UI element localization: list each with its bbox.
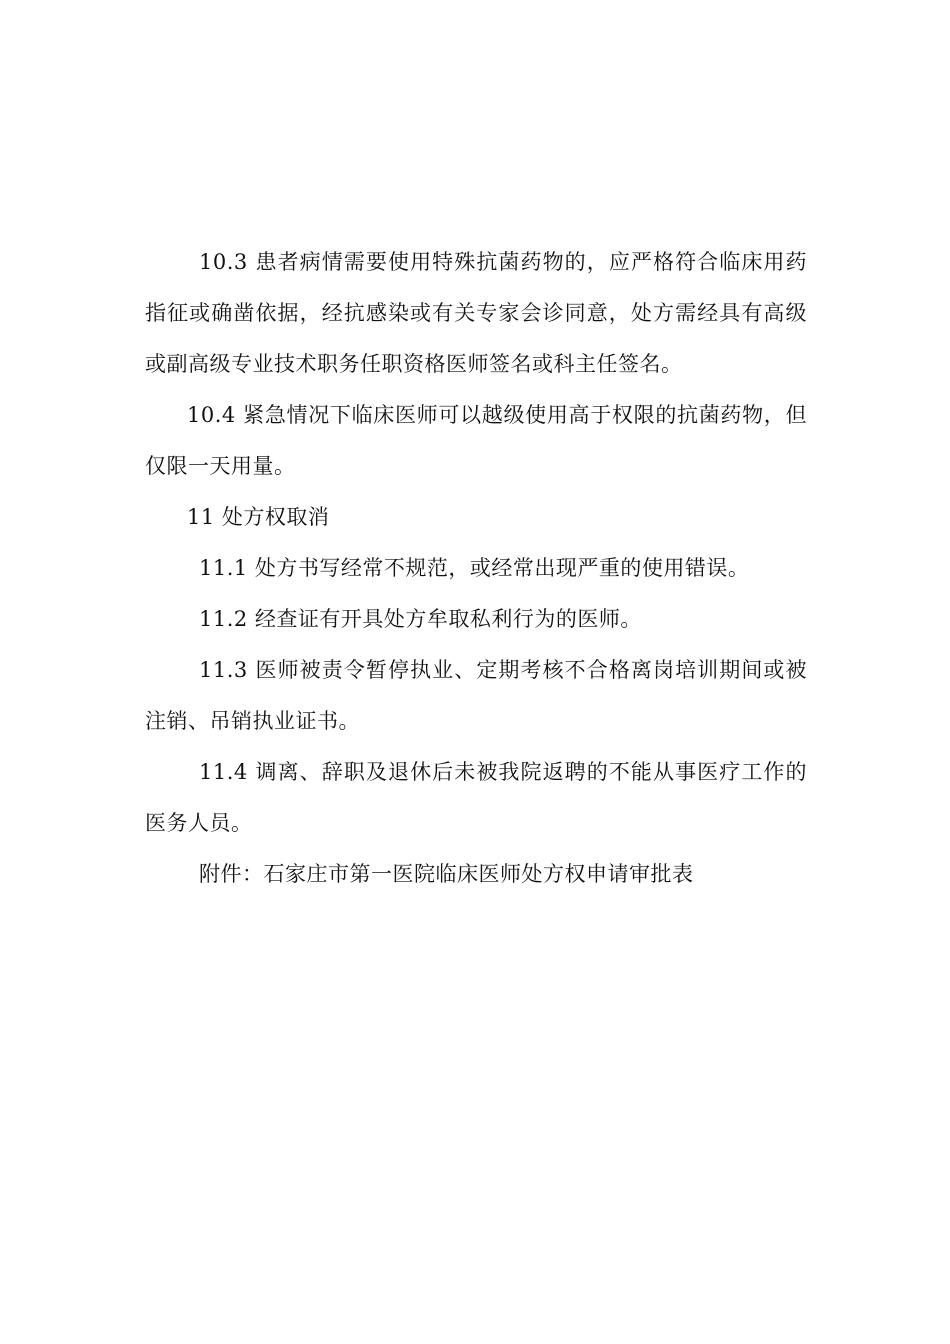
paragraph-11-1: 11.1 处方书写经常不规范，或经常出现严重的使用错误。 [199,556,750,580]
paragraph-11-4: 11.4 调离、辞职及退休后未被我院返聘的不能从事医疗工作的医务人员。 [145,760,807,835]
paragraph-10-3: 10.3 患者病情需要使用特殊抗菌药物的，应严格符合临床用药指征或确凿依据，经抗感染或有关专家会诊同意，处方需经具有高级或副高级专业技术职务任职资格医师签名或科主任签名。 [145,250,807,376]
paragraph-11-3: 11.3 医师被责令暂停执业、定期考核不合格离岗培训期间或被注销、吊销执业证书。 [145,658,807,733]
section-heading-11: 11 处方权取消 [187,505,330,529]
document-body [145,237,807,900]
paragraph-11-2: 11.2 经查证有开具处方牟取私利行为的医师。 [199,607,642,631]
paragraph-10-4: 10.4 紧急情况下临床医师可以越级使用高于权限的抗菌药物，但仅限一天用量。 [145,403,807,478]
attachment-note: 附件：石家庄市第一医院临床医师处方权申请审批表 [199,862,694,886]
